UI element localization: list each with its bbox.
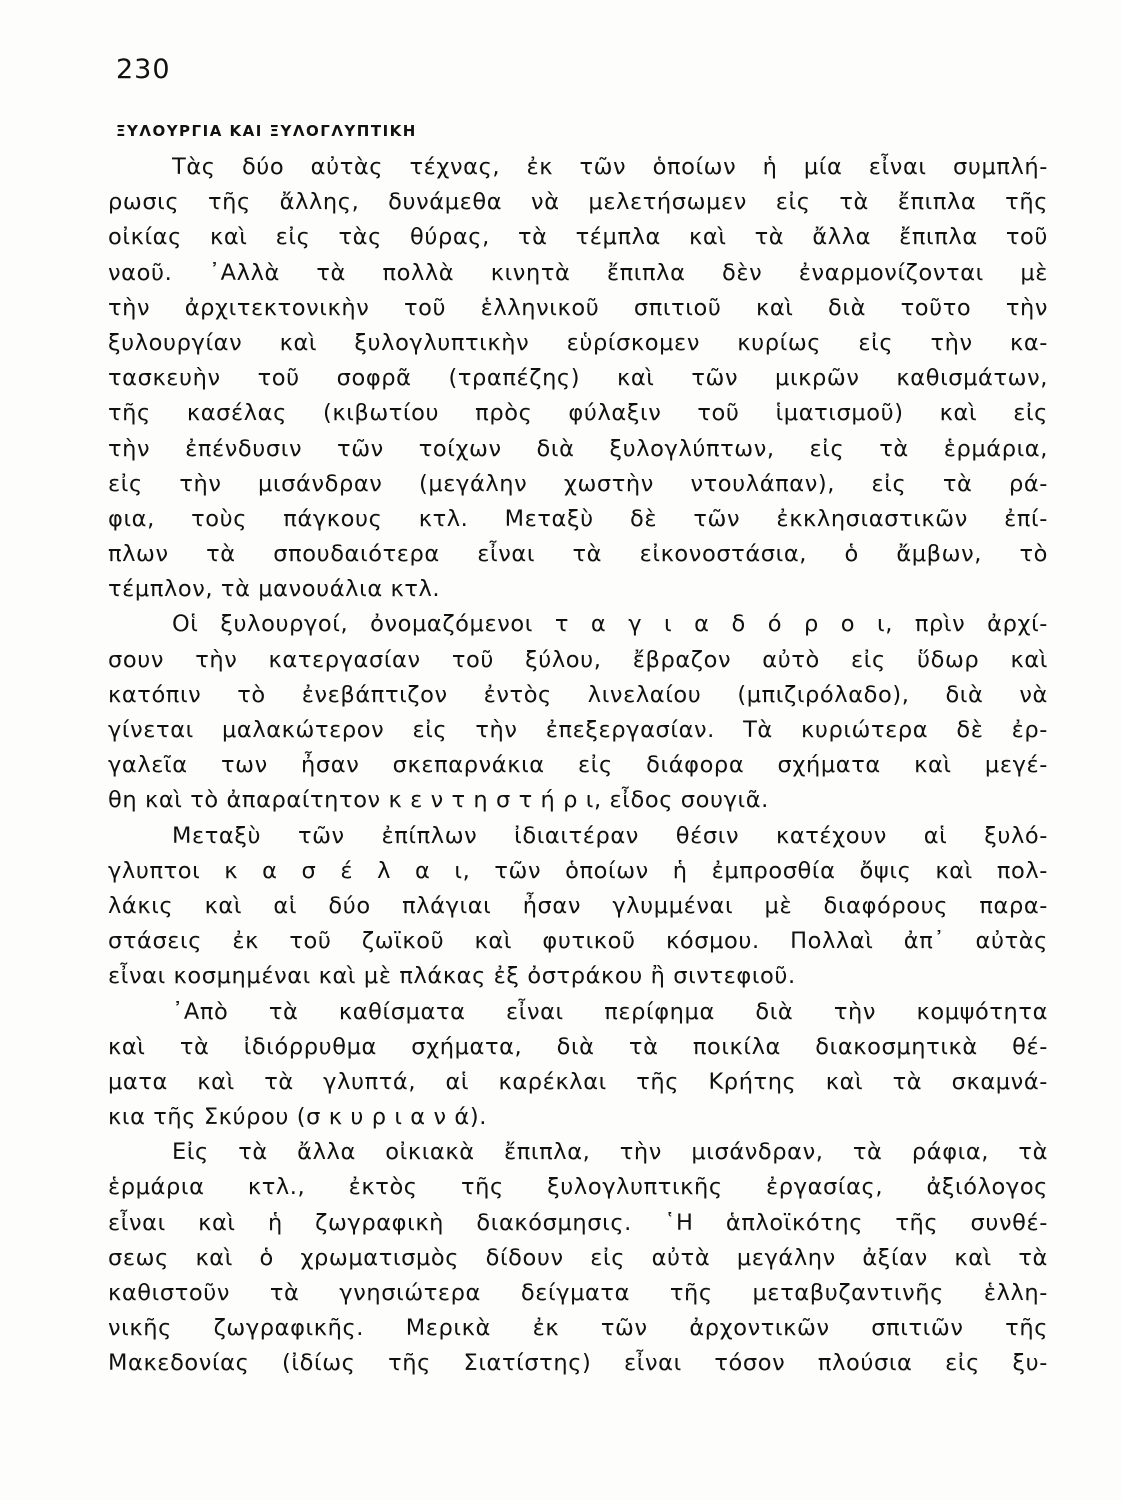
- text-line: ναοῦ. ᾿Αλλὰ τὰ πολλὰ κινητὰ ἔπιπλα δὲν ἐναρμονίζονται μὲ: [108, 259, 1048, 286]
- text-line: ματα καὶ τὰ γλυπτά, αἱ καρέκλαι τῆς Κρήτης καὶ τὰ σκαμνά-: [108, 1068, 1048, 1095]
- text-line: ρωσις τῆς ἄλλης, δυνάμεθα νὰ μελετήσωμεν εἰς τὰ ἔπιπλα τῆς: [108, 189, 1048, 216]
- text-line: τὴν ἐπένδυσιν τῶν τοίχων διὰ ξυλογλύπτων, εἰς τὰ ἑρμάρια,: [108, 435, 1048, 462]
- text-line: ξυλουργίαν καὶ ξυλογλυπτικὴν εὑρίσκομεν κυρίως εἰς τὴν κα-: [108, 329, 1048, 356]
- text-line: κατόπιν τὸ ἐνεβάπτιζον ἐντὸς λινελαίου (μπιζιρόλαδο), διὰ νὰ: [108, 681, 1048, 708]
- text-line: τὴν ἀρχιτεκτονικὴν τοῦ ἑλληνικοῦ σπιτιοῦ καὶ διὰ τοῦτο τὴν: [108, 294, 1048, 321]
- text-line: Οἱ ξυλουργοί, ὀνομαζόμενοι τ α γ ι α δ ό ρ ο ι, πρὶν ἀρχί-: [172, 611, 1048, 638]
- text-line: γλυπτοι κ α σ έ λ α ι, τῶν ὁποίων ἡ ἐμπροσθία ὄψις καὶ πολ-: [108, 857, 1048, 884]
- text-line: νικῆς ζωγραφικῆς. Μερικὰ ἐκ τῶν ἀρχοντικῶν σπιτιῶν τῆς: [108, 1315, 1048, 1342]
- text-line: εἶναι κοσμημέναι καὶ μὲ πλάκας ἐξ ὀστράκου ἢ σιντεφιοῦ.: [108, 963, 796, 990]
- page-number: 230: [116, 54, 171, 85]
- text-line: εἶναι καὶ ἡ ζωγραφικὴ διακόσμησις. ῾Η ἁπλοϊκότης τῆς συνθέ-: [108, 1209, 1048, 1236]
- text-line: ᾿Απὸ τὰ καθίσματα εἶναι περίφημα διὰ τὴν κομψότητα: [172, 998, 1048, 1025]
- text-line: κια τῆς Σκύρου (σ κ υ ρ ι α ν ά).: [108, 1104, 487, 1131]
- text-line: γίνεται μαλακώτερον εἰς τὴν ἐπεξεργασίαν. Τὰ κυριώτερα δὲ ἐρ-: [108, 717, 1048, 743]
- text-line: σουν τὴν κατεργασίαν τοῦ ξύλου, ἔβραζον αὐτὸ εἰς ὕδωρ καὶ: [108, 646, 1048, 673]
- text-line: Μεταξὺ τῶν ἐπίπλων ἰδιαιτέραν θέσιν κατέχουν αἱ ξυλό-: [172, 822, 1048, 849]
- text-line: Τὰς δύο αὐτὰς τέχνας, ἐκ τῶν ὁποίων ἡ μία εἶναι συμπλή-: [172, 154, 1048, 180]
- text-line: θη καὶ τὸ ἀπαραίτητον κ ε ν τ η σ τ ή ρ ι, εἶδος σουγιᾶ.: [108, 787, 769, 814]
- text-line: καὶ τὰ ἰδιόρρυθμα σχήματα, διὰ τὰ ποικίλα διακοσμητικὰ θέ-: [108, 1033, 1048, 1060]
- text-line: οἰκίας καὶ εἰς τὰς θύρας, τὰ τέμπλα καὶ τὰ ἄλλα ἔπιπλα τοῦ: [108, 224, 1048, 251]
- text-line: στάσεις ἐκ τοῦ ζωϊκοῦ καὶ φυτικοῦ κόσμου. Πολλαὶ ἀπ᾿ αὐτὰς: [108, 928, 1048, 955]
- text-line: λάκις καὶ αἱ δύο πλάγιαι ἦσαν γλυμμέναι μὲ διαφόρους παρα-: [108, 892, 1048, 919]
- text-line: τῆς κασέλας (κιβωτίου πρὸς φύλαξιν τοῦ ἱματισμοῦ) καὶ εἰς: [108, 400, 1048, 427]
- text-line: ἑρμάρια κτλ., ἐκτὸς τῆς ξυλογλυπτικῆς ἐργασίας, ἀξιόλογος: [108, 1174, 1048, 1201]
- text-line: Εἰς τὰ ἄλλα οἰκιακὰ ἔπιπλα, τὴν μισάνδραν, τὰ ράφια, τὰ: [172, 1139, 1048, 1166]
- text-line: τασκευὴν τοῦ σοφρᾶ (τραπέζης) καὶ τῶν μικρῶν καθισμάτων,: [108, 365, 1048, 392]
- running-head: ΞΥΛΟΥΡΓΙΑ ΚΑΙ ΞΥΛΟΓΛΥΠΤΙΚΗ: [116, 122, 417, 140]
- text-line: σεως καὶ ὁ χρωματισμὸς δίδουν εἰς αὐτὰ μεγάλην ἀξίαν καὶ τὰ: [108, 1244, 1048, 1271]
- body-text: [108, 150, 1048, 1382]
- text-line: καθιστοῦν τὰ γνησιώτερα δείγματα τῆς μεταβυζαντινῆς ἑλλη-: [108, 1280, 1048, 1306]
- text-line: Μακεδονίας (ἰδίως τῆς Σιατίστης) εἶναι τόσον πλούσια εἰς ξυ-: [108, 1350, 1048, 1377]
- text-line: πλων τὰ σπουδαιότερα εἶναι τὰ εἰκονοστάσια, ὁ ἄμβων, τὸ: [108, 541, 1048, 568]
- text-line: γαλεῖα των ἦσαν σκεπαρνάκια εἰς διάφορα σχήματα καὶ μεγέ-: [108, 752, 1048, 779]
- text-line: φια, τοὺς πάγκους κτλ. Μεταξὺ δὲ τῶν ἐκκλησιαστικῶν ἐπί-: [108, 505, 1048, 532]
- text-line: εἰς τὴν μισάνδραν (μεγάλην χωστὴν ντουλάπαν), εἰς τὰ ρά-: [108, 470, 1048, 497]
- text-line: τέμπλον, τὰ μανουάλια κτλ.: [108, 576, 441, 603]
